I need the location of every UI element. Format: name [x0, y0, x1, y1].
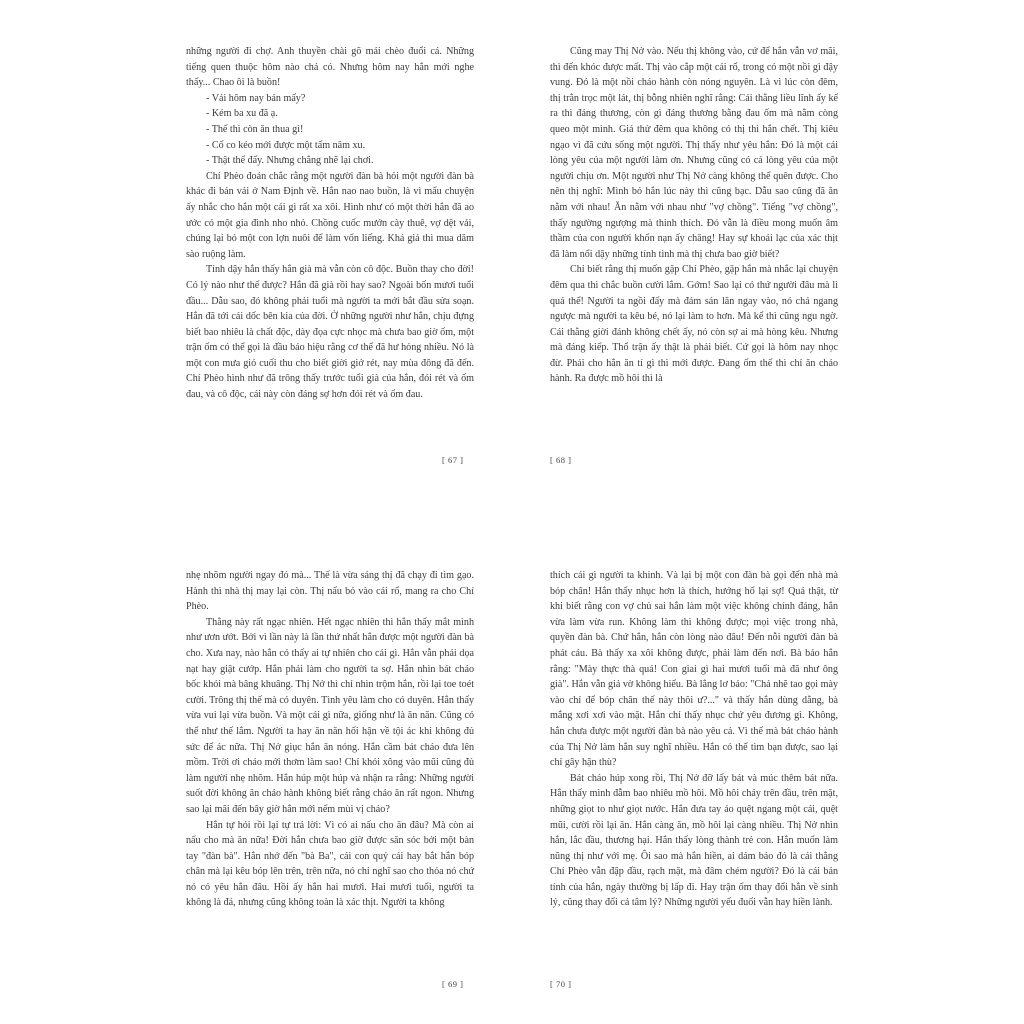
paragraph: Hắn tự hỏi rồi lại tự trả lời: Vì có ai nấu cho ăn đâu? Mà còn ai nấu cho mà ăn nữa! Đời hắn chưa bao giờ được săn sóc bởi một bàn tay "đàn bà". Hắn nhớ đến "bà Ba", cái con quỷ cái hay bắt hắn bóp chân mà lại kêu bóp lên trên, trên nữa, nó chỉ nghĩ sao cho thỏa nó chứ nó có yêu hắn đâu. Hồi ấy hắn hai mươi. Hai mươi tuổi, người ta không là đá, nhưng cũng không toàn là xác thịt. Người ta không	[186, 819, 474, 909]
dialogue-line: - Kém ba xu đã ạ.	[206, 108, 278, 120]
paragraph: Chí Phèo đoán chắc rằng một người đàn bà hỏi một người đàn bà khác đi bán vải ở Nam Định về. Hắn nao nao buồn, là vì mẩu chuyện ấy nhắc cho hắn một cái gì rất xa xôi. Hình như có một thời hắn đã ao ước có một gia đình nho nhỏ. Chồng cuốc mướn cày thuê, vợ dệt vải, chúng lại bỏ một con lợn nuôi để làm vốn liếng. Khá giả thì mua dăm sào ruộng làm.	[186, 170, 474, 260]
paragraph: Thằng này rất ngạc nhiên. Hết ngạc nhiên thì hắn thấy mắt mình như ươn ướt. Bởi vì lần này là lần thứ nhất hắn được một người đàn bà cho. Xưa nay, nào hắn có thấy ai tự nhiên cho cái gì. Hắn vẫn phải dọa nạt hay giật cướp. Hắn phải làm cho người ta sợ. Hắn nhìn bát cháo bốc khói mà bâng khuâng. Thị Nở thì chỉ nhìn trộm hắn, rồi lại toe toét cười. Trông thị thế mà có duyên. Tình yêu làm cho có duyên. Hắn thấy vừa vui lại vừa buồn. Và một cái gì nữa, giống như là ăn năn. Cũng có thể như thế lắm. Người ta hay ăn năn hối hận về tội ác khi không đủ sức để ác nữa. Thị Nở giục hắn ăn nóng. Hắn cầm bát cháo đưa lên mồm. Trời ơi cháo mới thơm làm sao! Chỉ khói xông vào mũi cũng đủ làm người nhẹ nhõm. Hắn húp một húp và nhận ra rằng: Những người suốt đời không ăn cháo hành không biết rằng cháo ăn rất ngon. Nhưng sao lại mãi đến bây giờ hắn mới nếm mùi vị cháo?	[186, 616, 474, 815]
page-number-70: [ 70 ]	[550, 979, 572, 989]
page-70-text	[550, 568, 838, 911]
dialogue-line: - Thật thế đấy. Nhưng chẳng nhẽ lại chơi.	[206, 155, 374, 167]
page-number-69: [ 69 ]	[442, 979, 464, 989]
paragraph: thích cái gì người ta khinh. Và lại bị một con đàn bà gọi đến nhà mà bóp chân! Hắn thấy nhục hơn là thích, hướng hổ lại sợ! Quả thật, từ khi biết rằng con vợ chủ sai hắn làm một việc không chính đáng, hắn vừa làm vừa run. Không làm thì không được; mọi việc trong nhà, quyền đàn bà. Chứ hắn, hắn còn lòng nào đâu! Đến nỗi người đàn bà phát cáu. Bà thấy xa xôi không được, phải làm đến nơi. Bà bảo hắn rằng: "Mày thực thà quá! Con giai gì hai mươi tuổi mà đã như ông già". Hắn vẫn giả vờ không hiểu. Bà lẳng lơ bảo: "Chả nhẽ tao gọi mày vào chỉ để bóp chân thế này thôi ư?..." và thấy hắn dùng dằng, bà mắng xơi xơi vào mặt. Hắn chỉ thấy nhục chứ yêu đương gì. Không, hắn chưa được một người đàn bà nào yêu cả. Vì thế mà bát cháo hành của Thị Nở làm hắn suy nghĩ nhiều. Hắn có thể tìm bạn được, sao lại chỉ gây hận thù?	[550, 570, 838, 769]
page-68-text	[550, 44, 838, 387]
page-number-68: [ 68 ]	[550, 455, 572, 465]
paragraph: Chỉ biết rằng thị muốn gặp Chí Phèo, gặp hắn mà nhắc lại chuyện đêm qua thì chắc buồn cười lắm. Gớm! Sao lại có thứ người đâu mà lì quá thể! Người ta ngồi đấy mà đám sán lăn ngay vào, nó chả ngang ngược mà người ta kêu bé, nó lại làm to hơn. Mà kể thì cũng ngu ngờ. Cái thằng giời đánh không chết ấy, nó còn sợ ai mà hòng kêu. Nhưng mà đáng kiếp. Thổ trận ấy thật là phải biết. Cứ gọi là hôm nay nhọc đừ. Phải cho hắn ăn tí gì thì mới được. Đang ốm thế thì chỉ ăn cháo hành. Ra được mồ hôi thì là	[550, 264, 838, 385]
paragraph: Tỉnh dậy hắn thấy hắn già mà vẫn còn cô độc. Buồn thay cho đời! Có lý nào như thế được? Hắn đã già rồi hay sao? Ngoài bốn mươi tuổi đầu... Dẫu sao, đó không phải tuổi mà người ta mới bắt đầu sửa soạn. Hắn đã tới cái dốc bên kia của đời. Ở những người như hắn, chịu đựng biết bao nhiêu là chất độc, dày đọa cực nhọc mà chưa bao giờ ốm, một trận ốm có thể gọi là đầu báo hiệu rằng cơ thể đã hư hỏng nhiều. Nó là một con mưa gió cuối thu cho biết giời giở rét, nay mùa đông đã đến. Chí Phèo hình như đã trông thấy trước tuổi già của hắn, đói rét và ốm đau, và cô độc, cái này còn đáng sợ hơn đói rét và ốm đau.	[186, 264, 474, 401]
page-number-67: [ 67 ]	[442, 455, 464, 465]
dialogue-line: - Vải hôm nay bán mấy?	[206, 92, 306, 104]
page-69-text	[186, 568, 474, 911]
page-67-text	[186, 44, 474, 403]
paragraph: Bát cháo húp xong rồi, Thị Nở đỡ lấy bát và múc thêm bát nữa. Hắn thấy mình đẫm bao nhiêu mồ hôi. Mồ hôi chảy trên đầu, trên mặt, những giọt to như giọt nước. Hắn đưa tay áo quệt ngang một cái, quệt mũi, cười rồi lại ăn. Hắn càng ăn, mồ hôi lại càng nhiều. Thị Nở nhìn hắn, lắc đầu, thương hại. Hắn thấy lòng thành trẻ con. Hắn muốn làm nũng thị như với mẹ. Ôi sao mà hắn hiền, ai dám bảo đó là cái thằng Chí Phèo vẫn đập đầu, rạch mặt, mà đâm chém người? Đó là cái bản tính của hắn, ngày thường bị lấp đi. Hay trận ốm thay đổi hắn về sinh lý, cũng thay đổi cả tâm lý? Những người yếu đuối vẫn hay hiền lành.	[550, 772, 838, 909]
dialogue-line: - Thế thì còn ăn thua gì!	[206, 123, 304, 135]
dialogue-line: - Cố co kéo mới được một tấm năm xu.	[206, 139, 366, 151]
paragraph: những người đi chợ. Anh thuyền chài gõ mái chèo đuổi cá. Những tiếng quen thuộc hôm nào chả có. Nhưng hôm nay hắn mới nghe thấy... Chao ôi là buồn!	[186, 46, 474, 89]
paragraph: Cũng may Thị Nở vào. Nếu thị không vào, cứ để hắn vẫn vơ mãi, thì đến khóc được mất. Thị vào cắp một cái rổ, trong có một nồi gì đậy vung. Đó là một nồi cháo hành còn nóng nguyên. Là vì lúc còn đêm, thị trằn trọc một lát, thị bỗng nhiên nghĩ rằng: Cái thằng liều lĩnh ấy kể ra thì đáng thương, còn gì đáng thương bằng đau ốm mà nằm còng queo một mình. Giá thử đêm qua không có thị thì hắn chết. Thị kiêu ngạo vì đã cứu sống một người. Thị thấy như yêu hắn: Đó là một cái lòng yêu của một người làm ơn. Nhưng cũng có cả lòng yêu của một người chịu ơn. Một người như Thị Nở càng không thể quên được. Cho nên thị nghĩ: Mình bỏ hắn lúc này thì cũng bạc. Dẫu sao cũng đã ăn nằm với nhau! Ăn nằm với nhau như "vợ chồng". Tiếng "vợ chồng", thấy ngường ngượng mà thinh thích. Đó vẫn là điều mong muốn âm thầm của con người khốn nạn ấy chăng! Hay sự khoái lạc của xác thịt đã làm nổi dậy những tính tình mà thị chưa bao giờ biết?	[550, 46, 838, 260]
paragraph: nhẹ nhõm người ngay đó mà... Thế là vừa sáng thị đã chạy đi tìm gạo. Hành thì nhà thị may lại còn. Thị nấu bỏ vào cái rổ, mang ra cho Chí Phèo.	[186, 570, 474, 613]
